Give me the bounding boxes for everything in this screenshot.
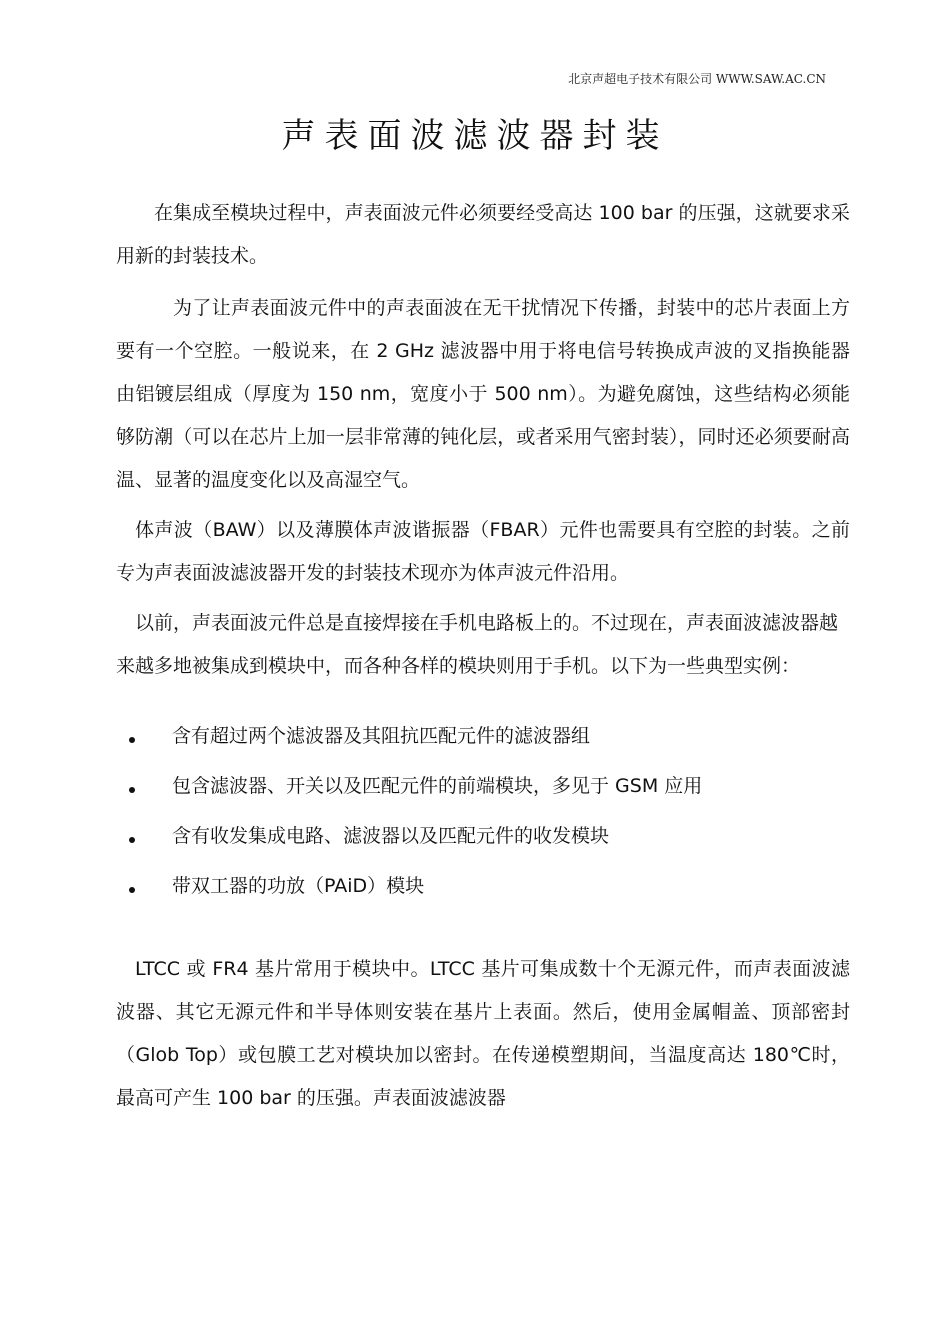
list-item [116,861,850,911]
module-examples-list [116,711,850,911]
list-item-text: 含有超过两个滤波器及其阻抗匹配元件的滤波器组 [172,725,591,747]
document-title: 声表面波滤波器封装 [281,116,669,156]
page-header: 北京声超电子技术有限公司 WWW.SAW.AC.CN [568,72,826,86]
paragraph-substrates: LTCC 或 FR4 基片常用于模块中。LTCC 基片可集成数十个无源元件，而声表面波滤波器、其它无源元件和半导体则安装在基片上表面。然后，使用金属帽盖、顶部密封（Glob Top）或包膜工艺对模块加以密封。在传递模塑期间，当温度高达 180℃时，最高可产生 100 bar 的压强。声表面波滤波器 [116,958,850,1109]
paragraph-baw-fbar: 体声波（BAW）以及薄膜体声波谐振器（FBAR）元件也需要具有空腔的封装。之前专为声表面波滤波器开发的封装技术现亦为体声波元件沿用。 [116,519,850,584]
list-item [116,811,850,861]
list-item-text: 含有收发集成电路、滤波器以及匹配元件的收发模块 [172,825,610,847]
bullet-dot-icon [129,887,135,893]
bullet-dot-icon [129,837,135,843]
document-body [116,192,850,1120]
list-item-text: 带双工器的功放（PAiD）模块 [172,875,425,897]
paragraph-cavity: 为了让声表面波元件中的声表面波在无干扰情况下传播，封装中的芯片表面上方要有一个空腔。一般说来，在 2 GHz 滤波器中用于将电信号转换成声波的叉指换能器由铝镀层组成（厚度为 150 nm，宽度小于 500 nm）。为避免腐蚀，这些结构必须能够防潮（可以在芯片上加一层非常薄的钝化层，或者采用气密封装），同时还必须要耐高温、显著的温度变化以及高湿空气。 [116,297,850,491]
list-item-text: 包含滤波器、开关以及匹配元件的前端模块，多见于 GSM 应用 [172,775,703,797]
list-item [116,761,850,811]
bullet-dot-icon [129,787,135,793]
bullet-dot-icon [129,737,135,743]
list-item [116,711,850,761]
paragraph-modules: 以前，声表面波元件总是直接焊接在手机电路板上的。不过现在，声表面波滤波器越来越多地被集成到模块中，而各种各样的模块则用于手机。以下为一些典型实例： [116,612,839,677]
paragraph-intro: 在集成至模块过程中，声表面波元件必须要经受高达 100 bar 的压强，这就要求采用新的封装技术。 [116,202,850,267]
